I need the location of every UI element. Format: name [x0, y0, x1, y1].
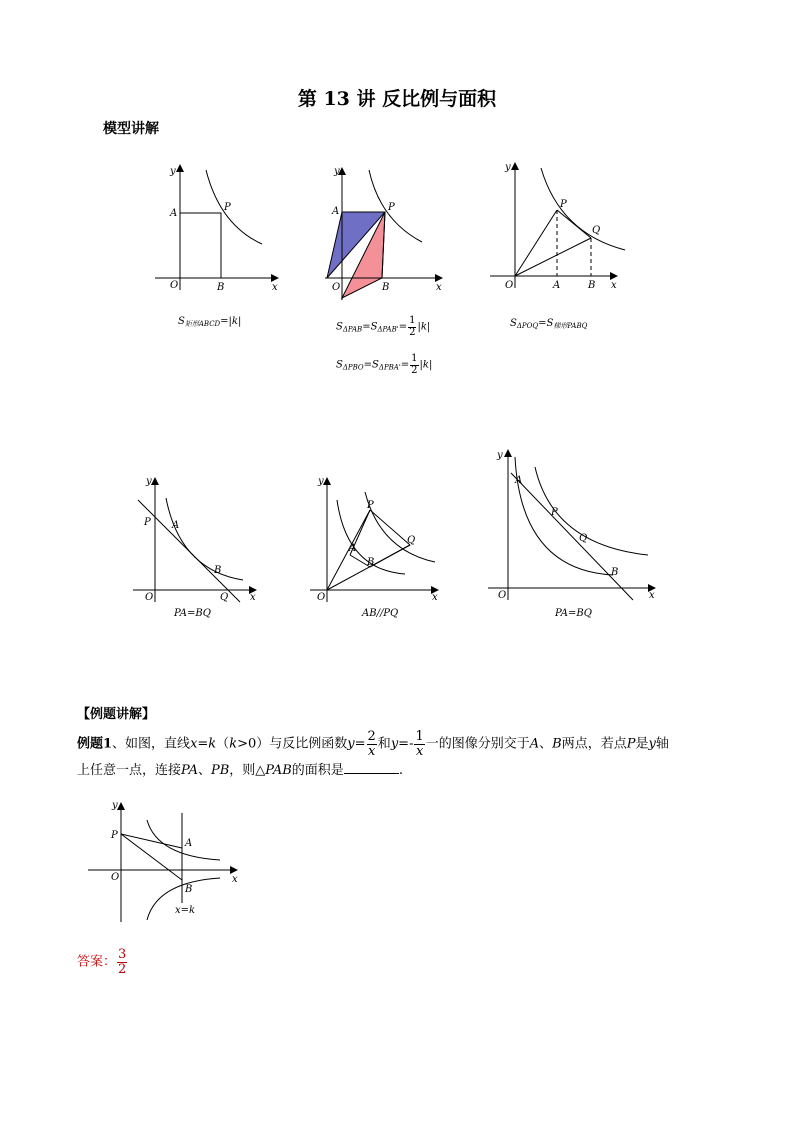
label-x-equals-k: x=k: [175, 905, 196, 916]
label-p: P: [224, 202, 231, 213]
label-y: y: [318, 476, 324, 487]
label-a: A: [553, 280, 561, 291]
label-q: Q: [220, 592, 229, 603]
label-b: B: [367, 557, 375, 568]
figure-example-1: [85, 798, 245, 926]
label-x: x: [250, 592, 256, 603]
hyperbola: [541, 168, 625, 250]
answer-fraction: $\frac{3}{2}$: [118, 947, 127, 977]
label-q: Q: [592, 225, 601, 236]
label-a: A: [172, 520, 180, 531]
label-a: A: [170, 208, 178, 219]
segment-pq: [557, 210, 591, 238]
hyperbola-inner: [515, 457, 613, 575]
label-q: Q: [579, 533, 588, 544]
label-a: A: [515, 475, 523, 486]
figure-trapezoid-model: [485, 158, 630, 293]
label-b: B: [588, 280, 596, 291]
label-y: y: [334, 166, 340, 177]
example-header: 【例题讲解】: [77, 707, 156, 722]
label-y: y: [497, 450, 503, 461]
label-a: A: [332, 206, 340, 217]
label-x: x: [432, 592, 438, 603]
figure-rectangle-model: [150, 160, 290, 295]
label-b: B: [214, 565, 222, 576]
label-q: Q: [407, 535, 416, 546]
caption-fig1: $S_{矩形ABCD}=|k|$: [178, 316, 242, 328]
formula-fig2-2: $S_{\Delta PBO}=S_{\Delta PBA'}=$ $\frac{1}{2}$ |k|: [336, 353, 433, 376]
segment-bq: [370, 545, 410, 567]
caption-fig5: AB//PQ: [362, 608, 399, 619]
label-b: B: [217, 282, 225, 293]
label-x: x: [272, 282, 278, 293]
caption-fig6: PA=BQ: [555, 608, 592, 619]
label-x: x: [232, 874, 238, 885]
label-o: O: [498, 590, 507, 601]
caption-fig3: $S_{\Delta POQ}=S_{梯形PABQ}$: [510, 318, 588, 330]
label-y: y: [505, 162, 511, 173]
label-x: x: [436, 282, 442, 293]
hyperbola: [206, 170, 262, 244]
label-y: y: [170, 166, 176, 177]
label-o: O: [145, 592, 154, 603]
answer: [77, 948, 128, 976]
label-a: A: [349, 543, 357, 554]
figure-triangle-model: [322, 160, 447, 305]
label-a: A: [185, 838, 193, 849]
label-p: P: [144, 517, 151, 528]
label-p: P: [551, 507, 558, 518]
answer-blank[interactable]: [344, 760, 399, 774]
label-p: P: [111, 830, 118, 841]
segment-op: [515, 210, 557, 276]
label-o: O: [111, 872, 120, 883]
line-pq: [138, 500, 240, 602]
line-ab: [511, 473, 633, 600]
label-y: y: [146, 476, 152, 487]
label-b: B: [611, 567, 619, 578]
problem-text: 例题1、如图，直线x=k（k>0）与反比例函数y= $\frac{2}{x}$ 和y=- $\frac{1}{x}$ 一的图像分别交于A、B两点，若点P是y轴 上任意一点，连接PA、PB，则△PAB的面积是 .: [77, 729, 669, 779]
label-o: O: [317, 592, 326, 603]
label-o: O: [332, 282, 341, 293]
section-title: 模型讲解: [103, 121, 159, 137]
segment-pq: [370, 510, 410, 545]
label-b: B: [382, 282, 390, 293]
page-title: 第 13 讲 反比例与面积: [297, 88, 497, 110]
figure-line-cut-model-2: [483, 445, 663, 605]
label-p: P: [367, 500, 374, 511]
label-x: x: [649, 590, 655, 601]
formula-fig2-1: $S_{\Delta PAB}=S_{\Delta PAB'}=$ $\frac{1}{2}$ |k|: [336, 315, 431, 338]
hyperbola-positive: [147, 820, 220, 860]
rectangle: [180, 213, 221, 278]
caption-fig4: PA=BQ: [174, 608, 211, 619]
label-o: O: [505, 280, 514, 291]
label-p: P: [388, 202, 395, 213]
label-p: P: [560, 199, 567, 210]
label-x: x: [611, 280, 617, 291]
figure-line-cut-model-1: [128, 470, 263, 605]
hyperbola-outer: [365, 492, 435, 562]
label-b: B: [185, 884, 193, 895]
segment-oq: [515, 238, 591, 276]
label-o: O: [170, 280, 179, 291]
answer-label: 答案：: [77, 954, 117, 970]
label-y: y: [112, 800, 118, 811]
figure-parallel-model: [305, 470, 445, 605]
